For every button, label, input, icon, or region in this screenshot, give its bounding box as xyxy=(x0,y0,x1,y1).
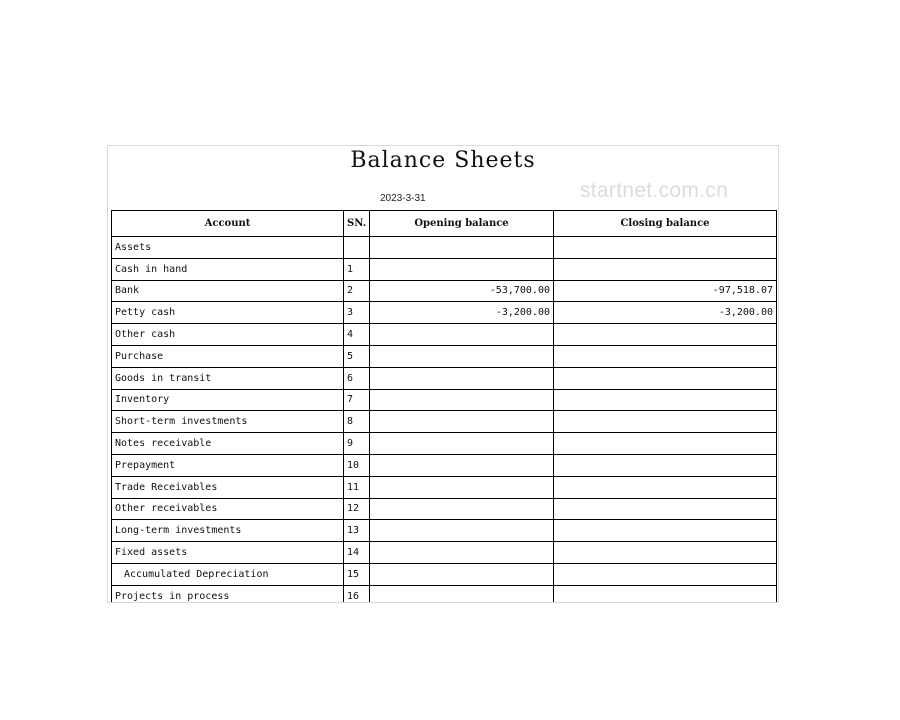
opening-balance-cell[interactable] xyxy=(370,498,554,520)
opening-balance-cell[interactable] xyxy=(370,237,554,259)
opening-balance-cell[interactable] xyxy=(370,563,554,585)
sn-cell[interactable]: 16 xyxy=(344,585,370,603)
closing-balance-cell[interactable] xyxy=(554,563,777,585)
table-row xyxy=(112,411,777,433)
table-row xyxy=(112,345,777,367)
account-cell[interactable]: Cash in hand xyxy=(112,258,344,280)
opening-balance-cell[interactable] xyxy=(370,520,554,542)
sn-cell[interactable]: 10 xyxy=(344,454,370,476)
closing-balance-cell[interactable] xyxy=(554,454,777,476)
table-row xyxy=(112,367,777,389)
table-row xyxy=(112,237,777,259)
column-header-account: Account xyxy=(112,211,344,237)
opening-balance-cell[interactable] xyxy=(370,454,554,476)
closing-balance-cell[interactable] xyxy=(554,389,777,411)
table-row xyxy=(112,454,777,476)
account-cell[interactable]: Trade Receivables xyxy=(112,476,344,498)
account-cell[interactable]: Other cash xyxy=(112,324,344,346)
opening-balance-cell[interactable] xyxy=(370,258,554,280)
opening-balance-cell[interactable]: -53,700.00 xyxy=(370,280,554,302)
table-row xyxy=(112,542,777,564)
table-row xyxy=(112,258,777,280)
closing-balance-cell[interactable] xyxy=(554,345,777,367)
account-cell[interactable]: Purchase xyxy=(112,345,344,367)
sn-cell[interactable]: 12 xyxy=(344,498,370,520)
account-cell[interactable]: Long-term investments xyxy=(112,520,344,542)
sn-cell[interactable]: 7 xyxy=(344,389,370,411)
account-cell[interactable]: Prepayment xyxy=(112,454,344,476)
opening-balance-cell[interactable] xyxy=(370,345,554,367)
opening-balance-cell[interactable] xyxy=(370,324,554,346)
closing-balance-cell[interactable] xyxy=(554,585,777,603)
opening-balance-cell[interactable] xyxy=(370,433,554,455)
page-title: Balance Sheets xyxy=(350,148,536,173)
closing-balance-cell[interactable] xyxy=(554,237,777,259)
closing-balance-cell[interactable] xyxy=(554,498,777,520)
account-cell[interactable]: Accumulated Depreciation xyxy=(112,563,344,585)
sn-cell[interactable]: 8 xyxy=(344,411,370,433)
table-row xyxy=(112,520,777,542)
sn-cell[interactable]: 3 xyxy=(344,302,370,324)
balance-sheet-page xyxy=(107,145,779,603)
column-header-opening-balance: Opening balance xyxy=(370,211,554,237)
table-row xyxy=(112,433,777,455)
closing-balance-cell[interactable]: -97,518.07 xyxy=(554,280,777,302)
account-cell[interactable]: Bank xyxy=(112,280,344,302)
account-cell[interactable]: Goods in transit xyxy=(112,367,344,389)
account-cell[interactable]: Fixed assets xyxy=(112,542,344,564)
opening-balance-cell[interactable] xyxy=(370,367,554,389)
opening-balance-cell[interactable] xyxy=(370,585,554,603)
account-cell[interactable]: Other receivables xyxy=(112,498,344,520)
sn-cell[interactable]: 11 xyxy=(344,476,370,498)
sn-cell[interactable]: 15 xyxy=(344,563,370,585)
closing-balance-cell[interactable] xyxy=(554,258,777,280)
table-row xyxy=(112,585,777,603)
sn-cell[interactable]: 13 xyxy=(344,520,370,542)
table-row xyxy=(112,498,777,520)
column-header-closing-balance: Closing balance xyxy=(554,211,777,237)
table-row xyxy=(112,324,777,346)
closing-balance-cell[interactable] xyxy=(554,367,777,389)
balance-table xyxy=(111,210,777,603)
table-row xyxy=(112,563,777,585)
account-cell[interactable]: Petty cash xyxy=(112,302,344,324)
opening-balance-cell[interactable]: -3,200.00 xyxy=(370,302,554,324)
account-cell[interactable]: Notes receivable xyxy=(112,433,344,455)
closing-balance-cell[interactable] xyxy=(554,324,777,346)
table-body xyxy=(112,237,777,604)
closing-balance-cell[interactable] xyxy=(554,411,777,433)
opening-balance-cell[interactable] xyxy=(370,411,554,433)
report-date: 2023-3-31 xyxy=(380,193,426,204)
sn-cell[interactable]: 14 xyxy=(344,542,370,564)
closing-balance-cell[interactable]: -3,200.00 xyxy=(554,302,777,324)
closing-balance-cell[interactable] xyxy=(554,476,777,498)
sn-cell[interactable]: 5 xyxy=(344,345,370,367)
table-row xyxy=(112,280,777,302)
table-header-row xyxy=(112,211,777,237)
opening-balance-cell[interactable] xyxy=(370,476,554,498)
sn-cell[interactable]: 4 xyxy=(344,324,370,346)
account-cell[interactable]: Assets xyxy=(112,237,344,259)
sn-cell[interactable] xyxy=(344,237,370,259)
sn-cell[interactable]: 2 xyxy=(344,280,370,302)
sn-cell[interactable]: 6 xyxy=(344,367,370,389)
account-cell[interactable]: Short-term investments xyxy=(112,411,344,433)
opening-balance-cell[interactable] xyxy=(370,389,554,411)
sn-cell[interactable]: 1 xyxy=(344,258,370,280)
closing-balance-cell[interactable] xyxy=(554,520,777,542)
opening-balance-cell[interactable] xyxy=(370,542,554,564)
column-header-sn: SN. xyxy=(344,211,370,237)
account-cell[interactable]: Inventory xyxy=(112,389,344,411)
closing-balance-cell[interactable] xyxy=(554,433,777,455)
sn-cell[interactable]: 9 xyxy=(344,433,370,455)
watermark: startnet.com.cn xyxy=(580,179,729,202)
closing-balance-cell[interactable] xyxy=(554,542,777,564)
table-row xyxy=(112,302,777,324)
table-row xyxy=(112,476,777,498)
table-row xyxy=(112,389,777,411)
account-cell[interactable]: Projects in process xyxy=(112,585,344,603)
